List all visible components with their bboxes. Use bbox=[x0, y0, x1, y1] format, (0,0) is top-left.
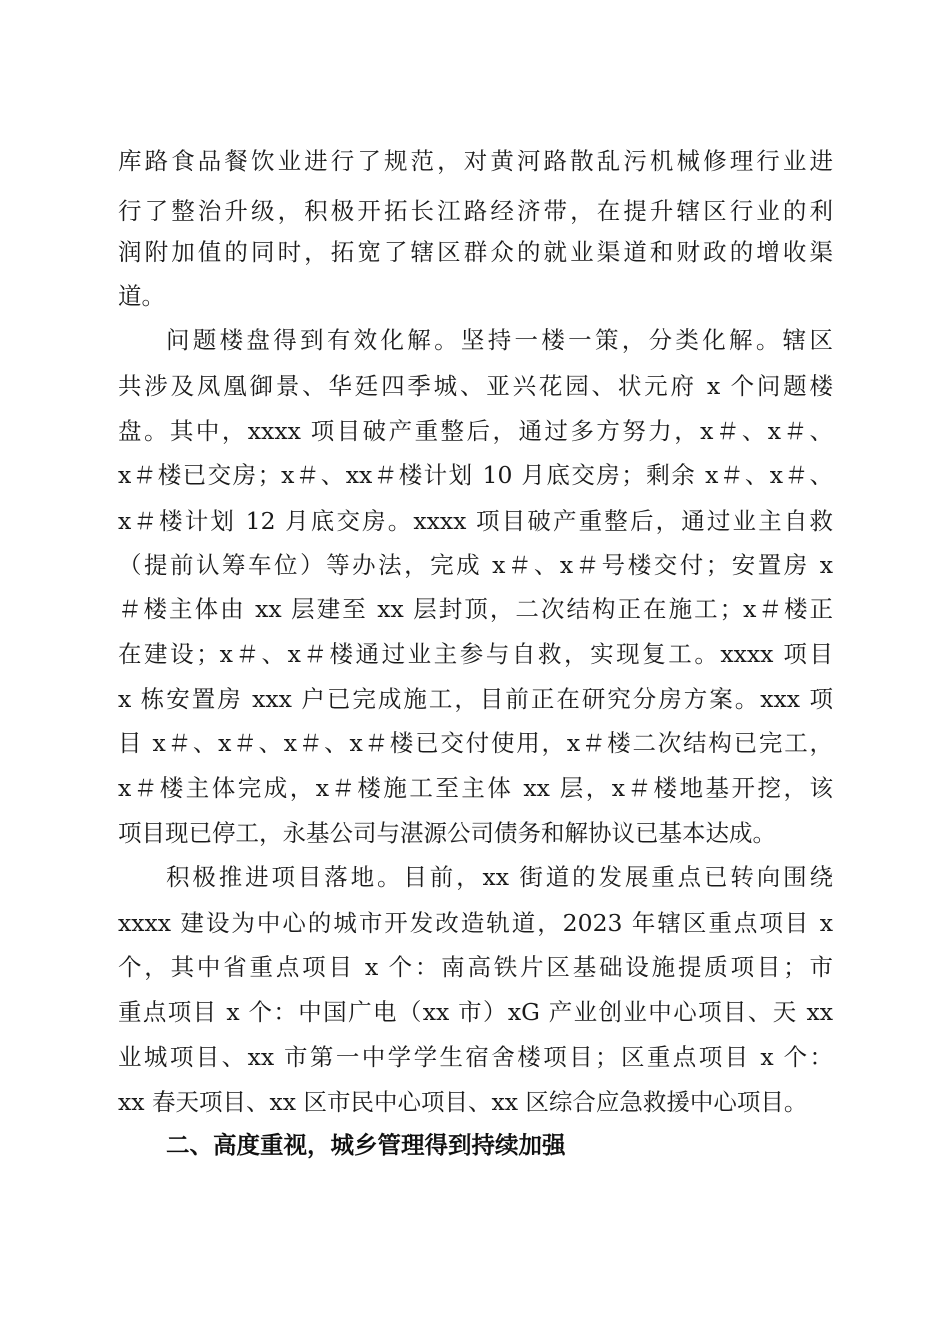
paragraph-3-line-1: 积极推进项目落地。目前，xx 街道的发展重点已转向围绕 bbox=[166, 863, 833, 891]
paragraph-2-line-8: 在建设；x＃、x＃楼通过业主参与自救，实现复工。xxxx 项目 bbox=[118, 640, 833, 668]
paragraph-1-line-1: 库路食品餐饮业进行了规范，对黄河路散乱污机械修理行业进 bbox=[118, 147, 833, 175]
paragraph-2-line-6: （提前认筹车位）等办法，完成 x＃、x＃号楼交付；安置房 x bbox=[118, 551, 833, 579]
paragraph-1-line-4: 道。 bbox=[118, 282, 165, 310]
paragraph-3-line-2: xxxx 建设为中心的城市开发改造轨道，2023 年辖区重点项目 x bbox=[118, 909, 833, 937]
paragraph-2-line-2: 共涉及凤凰御景、华廷四季城、亚兴花园、状元府 x 个问题楼 bbox=[118, 372, 833, 400]
paragraph-1-line-2: 行了整治升级，积极开拓长江路经济带，在提升辖区行业的利 bbox=[118, 197, 833, 225]
paragraph-2-line-11: x＃楼主体完成，x＃楼施工至主体 xx 层，x＃楼地基开挖，该 bbox=[118, 774, 833, 802]
section-heading: 二、高度重视，城乡管理得到持续加强 bbox=[166, 1131, 566, 1159]
paragraph-2-line-4: x＃楼已交房；x＃、xx＃楼计划 10 月底交房；剩余 x＃、x＃、 bbox=[118, 461, 833, 489]
paragraph-2-line-3: 盘。其中，xxxx 项目破产重整后，通过多方努力，x＃、x＃、 bbox=[118, 417, 833, 445]
paragraph-2-line-10: 目 x＃、x＃、x＃、x＃楼已交付使用，x＃楼二次结构已完工， bbox=[118, 729, 833, 757]
paragraph-2-line-1: 问题楼盘得到有效化解。坚持一楼一策，分类化解。辖区 bbox=[166, 326, 833, 354]
paragraph-2-line-12: 项目现已停工，永基公司与湛源公司债务和解协议已基本达成。 bbox=[118, 819, 776, 847]
paragraph-3-line-3: 个，其中省重点项目 x 个：南高铁片区基础设施提质项目；市 bbox=[118, 953, 833, 981]
paragraph-3-line-5: 业城项目、xx 市第一中学学生宿舍楼项目；区重点项目 x 个： bbox=[118, 1043, 833, 1071]
paragraph-1-line-3: 润附加值的同时，拓宽了辖区群众的就业渠道和财政的增收渠 bbox=[118, 238, 833, 266]
paragraph-3-line-4: 重点项目 x 个：中国广电（xx 市）xG 产业创业中心项目、天 xx bbox=[118, 998, 834, 1026]
paragraph-3-line-6: xx 春天项目、xx 区市民中心项目、xx 区综合应急救援中心项目。 bbox=[118, 1088, 808, 1116]
paragraph-2-line-5: x＃楼计划 12 月底交房。xxxx 项目破产重整后，通过业主自救 bbox=[118, 507, 833, 535]
paragraph-2-line-9: x 栋安置房 xxx 户已完成施工，目前正在研究分房方案。xxx 项 bbox=[118, 685, 833, 713]
paragraph-2-line-7: ＃楼主体由 xx 层建至 xx 层封顶，二次结构正在施工；x＃楼正 bbox=[118, 595, 833, 623]
